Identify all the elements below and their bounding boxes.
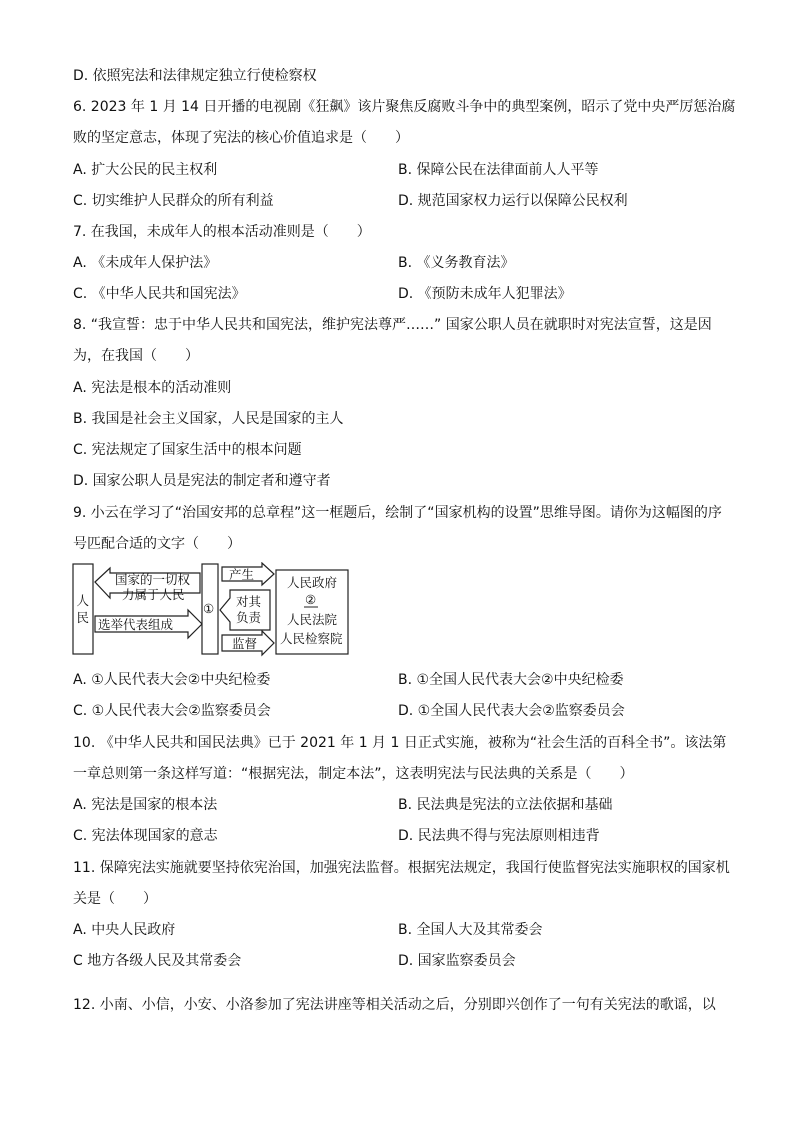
- produce-text: 产生: [229, 567, 255, 582]
- q6-option-c: C. 切实维护人民群众的所有利益: [73, 193, 274, 209]
- q11-stem-line1: 11. 保障宪法实施就要坚持依宪治国，加强宪法监督。根据宪法规定，我国行使监督宪法实施职权的国家机: [73, 860, 730, 876]
- q9-option-c: C. ①人民代表大会②监察委员会: [73, 703, 271, 719]
- q9-stem-line1: 9. 小云在学习了“治国安邦的总章程”这一框题后，绘制了“国家机构的设置”思维导图。请你为这幅图的序: [73, 505, 722, 521]
- q10-option-d: D. 民法典不得与宪法原则相违背: [398, 828, 600, 844]
- q7-option-d: D. 《预防未成年人犯罪法》: [398, 286, 572, 302]
- q6-option-d: D. 规范国家权力运行以保障公民权利: [398, 193, 628, 209]
- q8-stem-line2: 为，在我国（ ）: [73, 348, 199, 364]
- q11-option-c: C 地方各级人民及其常委会: [73, 953, 242, 969]
- q9-option-b: B. ①全国人民代表大会②中央纪检委: [398, 672, 624, 688]
- q9-stem-line2: 号匹配合适的文字（ ）: [73, 536, 241, 552]
- circle-two-label: ②: [305, 592, 317, 607]
- q9-option-a: A. ①人民代表大会②中央纪检委: [73, 672, 271, 688]
- responsible-text-1: 对其: [236, 594, 262, 609]
- q8-option-a: A. 宪法是根本的活动准则: [73, 380, 232, 396]
- q11-stem-line2: 关是（ ）: [73, 891, 157, 907]
- court-label: 人民法院: [287, 612, 338, 627]
- q10-option-b: B. 民法典是宪法的立法依据和基础: [398, 797, 613, 813]
- circle-one-label: ①: [203, 601, 215, 616]
- q11-option-b: B. 全国人大及其常委会: [398, 922, 543, 938]
- q8-option-d: D. 国家公职人员是宪法的制定者和遵守者: [73, 473, 331, 489]
- people-label-2: 民: [76, 610, 90, 625]
- q10-option-a: A. 宪法是国家的根本法: [73, 797, 218, 813]
- q6-option-a: A. 扩大公民的民主权利: [73, 162, 218, 178]
- q8-stem-line1: 8. “我宣誓：忠于中华人民共和国宪法，维护宪法尊严……” 国家公职人员在就职时对宪法宣誓，这是因: [73, 317, 712, 333]
- q6-stem-line1: 6. 2023 年 1 月 14 日开播的电视剧《狂飙》该片聚焦反腐败斗争中的典型案例，昭示了党中央严厉惩治腐: [73, 99, 736, 115]
- q6-option-b: B. 保障公民在法律面前人人平等: [398, 162, 599, 178]
- q10-stem-line2: 一章总则第一条这样写道：“根据宪法，制定本法”，这表明宪法与民法典的关系是（ ）: [73, 766, 634, 782]
- q7-option-b: B. 《义务教育法》: [398, 255, 515, 271]
- q8-option-b: B. 我国是社会主义国家，人民是国家的主人: [73, 411, 344, 427]
- q9-option-d: D. ①全国人民代表大会②监察委员会: [398, 703, 625, 719]
- q7-stem: 7. 在我国，未成年人的根本活动准则是（ ）: [73, 224, 371, 240]
- procuratorate-label: 人民检察院: [280, 631, 343, 646]
- q7-option-c: C. 《中华人民共和国宪法》: [73, 286, 246, 302]
- govt-label: 人民政府: [287, 575, 338, 590]
- q8-option-c: C. 宪法规定了国家生活中的根本问题: [73, 442, 302, 458]
- q11-option-d: D. 国家监察委员会: [398, 953, 516, 969]
- people-label-1: 人: [76, 593, 90, 608]
- power-arrow-text-1: 国家的一切权: [115, 572, 191, 587]
- q6-stem-line2: 败的坚定意志，体现了宪法的核心价值追求是（ ）: [73, 130, 409, 146]
- supervise-text: 监督: [232, 636, 258, 651]
- q5-option-d: D. 依照宪法和法律规定独立行使检察权: [73, 68, 317, 84]
- state-organs-mind-map: [72, 562, 350, 658]
- elect-arrow-text: 选举代表组成: [98, 617, 174, 632]
- q10-option-c: C. 宪法体现国家的意志: [73, 828, 218, 844]
- responsible-text-2: 负责: [236, 610, 262, 625]
- q11-option-a: A. 中央人民政府: [73, 922, 176, 938]
- q12-stem-line1: 12. 小南、小信，小安、小洛参加了宪法讲座等相关活动之后，分别即兴创作了一句有关宪法的歌谣，以: [73, 997, 716, 1013]
- q7-option-a: A. 《未成年人保护法》: [73, 255, 218, 271]
- q10-stem-line1: 10. 《中华人民共和国民法典》已于 2021 年 1 月 1 日正式实施，被称为“社会生活的百科全书”。该法第: [73, 735, 727, 751]
- power-arrow-text-2: 力属于人民: [122, 587, 185, 602]
